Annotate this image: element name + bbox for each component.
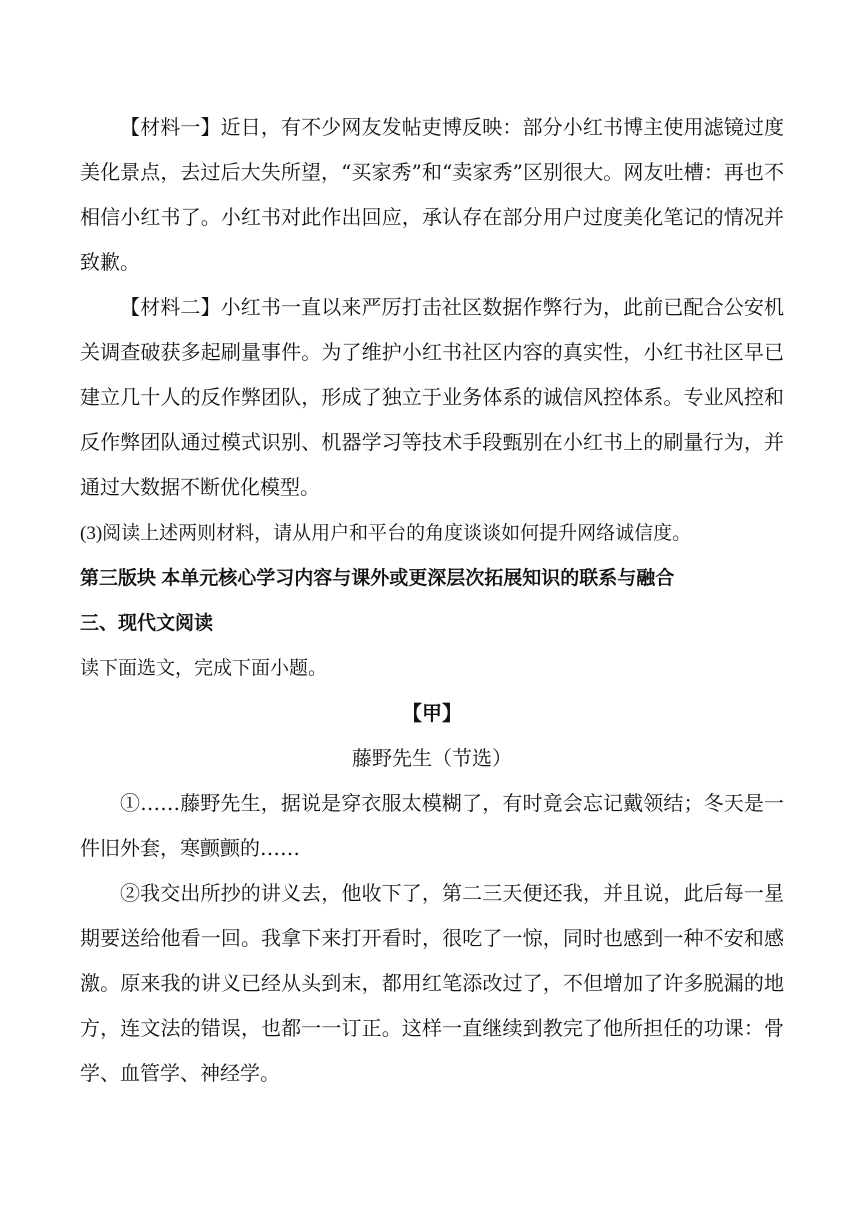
material-two-paragraph [80, 285, 784, 510]
instruction-text: 读下面选文，完成下面小题。 [80, 658, 328, 679]
material-two-label: 【材料二】 [120, 295, 221, 319]
material-two [80, 285, 784, 510]
passage-tag [80, 691, 784, 736]
reading-instruction [80, 646, 784, 691]
passage-title-block [80, 736, 784, 781]
passage-tag-text: 【甲】 [402, 701, 462, 725]
passage-paragraph-2-text: ②我交出所抄的讲义去，他收下了，第二三天便还我，并且说，此后每一星期要送给他看一回。我拿下来打开看时，很吃了一惊，同时也感到一种不安和感激。原来我的讲义已经从头到末，都用红笔添改过了，不但增加了许多脱漏的地方，连文法的错误，也都一一订正。这样一直继续到教完了他所担任的功课：骨学、血管学、神经学。 [80, 881, 784, 1085]
passage-paragraph-1-text: ①……藤野先生，据说是穿衣服太模糊了，有时竟会忘记戴领结；冬天是一件旧外套，寒颤颤的…… [80, 791, 784, 860]
section-three-title: 第三版块 本单元核心学习内容与课外或更深层次拓展知识的联系与融合 [80, 568, 675, 589]
material-one-label: 【材料一】 [120, 115, 221, 139]
section-three-heading [80, 556, 800, 601]
part-three-title: 三、现代文阅读 [80, 613, 214, 634]
material-one-paragraph [80, 105, 784, 285]
passage-paragraph-2 [80, 871, 784, 1096]
passage-title: 藤野先生（节选） [352, 746, 512, 770]
question-three-text: (3)阅读上述两则材料，请从用户和平台的角度谈谈如何提升网络诚信度。 [80, 523, 692, 544]
part-three-heading [80, 601, 784, 646]
material-two-text: 小红书一直以来严厉打击社区数据作弊行为，此前已配合公安机关调查破获多起刷量事件。为了维护小红书社区内容的真实性，小红书社区早已建立几十人的反作弊团队，形成了独立于业务体系的诚信风控体系。专业风控和反作弊团队通过模式识别、机器学习等技术手段甄别在小红书上的刷量行为，并通过大数据不断优化模型。 [80, 295, 784, 499]
question-three [80, 511, 784, 556]
material-one-text: 近日，有不少网友发帖吏博反映：部分小红书博主使用滤镜过度美化景点，去过后大失所望，“买家秀”和“卖家秀”区别很大。网友吐槽：再也不相信小红书了。小红书对此作出回应，承认存在部分用户过度美化笔记的情况并致歉。 [80, 115, 784, 274]
material-one [80, 105, 784, 285]
passage-paragraph-1 [80, 781, 784, 871]
